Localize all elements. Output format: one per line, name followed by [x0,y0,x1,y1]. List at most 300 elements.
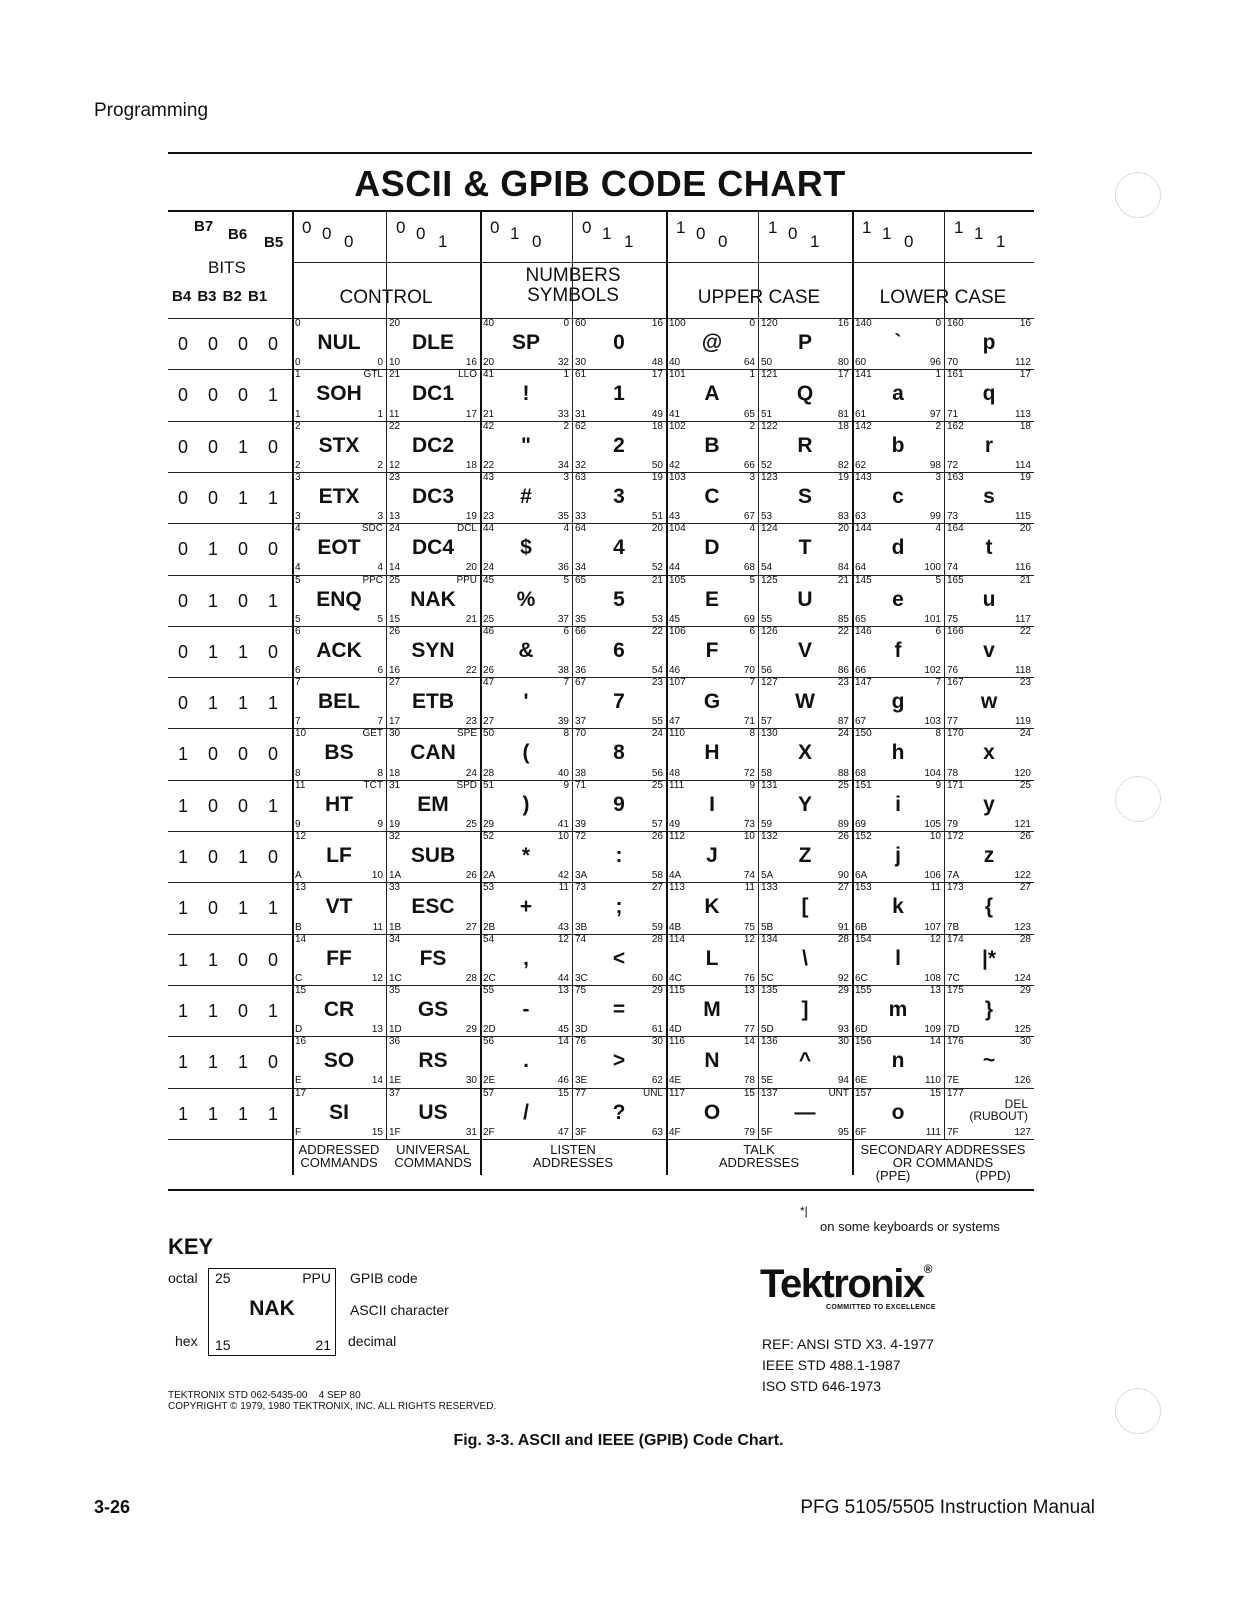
ascii-char: D [704,536,720,560]
column-bit: 1 [510,224,520,243]
code-cell [386,985,480,1036]
gpib-code: 29 [651,984,663,996]
hex-code: 45 [669,613,681,625]
code-cell [386,318,480,369]
octal-code: 50 [483,728,495,740]
row-bit: 0 [177,334,188,354]
row-divider [168,472,1034,473]
column-bit: 0 [302,218,312,237]
row-bit: 0 [267,1052,278,1073]
octal-code: 141 [855,369,872,381]
code-cell [572,934,666,985]
octal-code: 144 [855,523,872,535]
ascii-char: RS [418,1049,448,1073]
hex-code: B [295,921,302,933]
decimal-code: 62 [651,1075,663,1087]
code-cell [666,1036,758,1087]
hex-code: 0 [295,357,301,369]
code-cell [292,780,386,831]
octal-code: 154 [855,933,872,945]
hex-code: 28 [483,767,495,779]
row-bit: 1 [207,539,218,560]
code-cell [666,882,758,933]
hex-code: A [295,870,302,882]
row-bit: 0 [237,590,248,611]
code-cell [758,780,852,831]
hex-code: 29 [483,818,495,830]
ascii-char: NAK [410,587,456,611]
decimal-code: 59 [651,921,663,933]
column-bit: 0 [788,224,798,243]
decimal-code: 94 [837,1075,849,1087]
decimal-code: 45 [557,1024,569,1036]
gpib-code: 16 [837,318,849,329]
hex-code: 27 [483,716,495,728]
hex-code: 1F [389,1126,401,1138]
gpib-code: 12 [929,933,941,945]
row-bit: 1 [177,1103,188,1124]
decimal-code: 36 [557,562,569,574]
octal-code: 117 [669,1087,685,1099]
code-cell [480,369,572,420]
octal-code: 30 [389,728,401,740]
hex-code: 64 [855,562,867,574]
gpib-code: 28 [837,933,849,945]
gpib-code: 18 [651,420,663,432]
brand-reg: ® [923,1262,931,1276]
ascii-char: Z [798,844,812,867]
decimal-code: 34 [557,459,569,471]
ascii-char: i [895,792,901,816]
row-bit: 0 [267,334,278,354]
code-cell [292,728,386,779]
row-bit: 1 [237,1052,248,1073]
gpib-code: 21 [1019,574,1031,586]
decimal-code: 43 [557,921,569,933]
hex-code: 1A [389,870,402,882]
hex-code: 30 [575,357,587,369]
decimal-code: 11 [372,921,383,933]
row-divider [168,985,1034,986]
code-cell [572,1088,666,1139]
decimal-code: 53 [651,613,663,625]
ascii-char: 9 [613,792,625,816]
section-title: Programming [94,100,209,121]
row-divider [168,575,1034,576]
octal-code: 157 [855,1087,872,1099]
gpib-code: 28 [651,933,663,945]
decimal-code: 76 [743,972,755,984]
column-bit: 1 [810,232,820,251]
code-cell [572,728,666,779]
ascii-char: > [612,1049,626,1073]
octal-code: 156 [855,1036,872,1048]
row-divider [168,1036,1034,1037]
std-line: TEKTRONIX STD 062-5435-00 4 SEP 80 [168,1390,361,1401]
code-cell [292,472,386,523]
gpib-code: 2 [563,420,569,432]
hex-code: 18 [389,767,401,779]
code-cell [572,318,666,369]
ascii-char: SUB [410,844,456,867]
row-bit: 0 [177,641,188,662]
row-divider [168,369,1034,370]
ascii-char: E [704,587,719,611]
hex-code: 6C [855,972,868,984]
code-cell [944,677,1034,728]
row-bit: 1 [267,487,278,508]
row-bit: 1 [267,693,278,714]
octal-code: 6 [295,625,301,637]
ascii-char: ) [522,792,530,816]
code-cell [480,421,572,472]
ascii-char: x [983,741,995,765]
decimal-code: 115 [1015,511,1031,523]
octal-code: 142 [855,420,872,432]
column-bits-header [292,210,386,262]
code-cell [944,626,1034,677]
hex-code: 8 [295,767,301,779]
ascii-char: NUL [317,331,361,354]
hex-code: E [295,1075,302,1087]
hex-code: 3C [575,972,588,984]
row-bit: 1 [267,1000,278,1021]
hex-code: 56 [761,665,773,677]
octal-code: 26 [389,625,401,637]
hex-code: 42 [669,459,681,471]
ascii-char: SO [323,1049,355,1073]
octal-code: 17 [295,1087,307,1099]
gpib-code: 1 [563,369,569,381]
octal-code: 163 [947,471,964,483]
ascii-char: = [612,997,626,1021]
ascii-char: ; [615,895,623,919]
key-sample-hex: 15 [215,1337,231,1353]
ascii-char: , [523,946,529,970]
hex-code: 12 [389,459,401,471]
column-divider [386,210,387,1139]
gpib-code: 0 [935,318,941,329]
ascii-char: M [703,997,721,1021]
gpib-code: SPE [456,728,477,740]
ascii-char: X [797,741,812,765]
octal-code: 54 [483,933,495,945]
gpib-code: 25 [837,779,849,791]
hex-code: 2 [295,459,301,471]
code-cell [852,677,944,728]
row-bit: 1 [177,898,188,919]
copyright-line: COPYRIGHT © 1979, 1980 TEKTRONIX, INC. ALL RIGHTS RESERVED. [168,1401,497,1412]
code-cell [572,523,666,574]
hex-code: 55 [761,613,773,625]
ascii-char: ACK [316,638,362,662]
decimal-code: 105 [924,818,941,830]
gpib-code: 9 [749,779,755,791]
code-cell [292,523,386,574]
decimal-code: 52 [651,562,663,574]
hex-code: 7F [947,1126,959,1138]
ascii-char: ETB [412,690,454,714]
row-divider [168,831,1034,832]
code-cell [944,934,1034,985]
decimal-code: 8 [377,767,383,779]
gpib-code: 14 [929,1036,941,1048]
row-divider [168,523,1034,524]
decimal-code: 32 [557,357,569,369]
decimal-code: 103 [924,716,941,728]
octal-code: 145 [855,574,872,586]
decimal-code: 56 [651,767,663,779]
ascii-char: I [709,792,715,816]
ascii-char: a [892,382,904,406]
row-divider [168,728,1034,729]
ascii-char: G [703,690,721,714]
octal-code: 125 [761,574,778,586]
column-divider [572,210,573,1139]
decimal-code: 64 [743,357,755,369]
row-divider [168,882,1034,883]
decimal-code: 24 [465,767,477,779]
ascii-char: y [983,792,995,816]
hex-code: 59 [761,818,773,830]
code-cell [944,882,1034,933]
hex-code: 6D [855,1024,868,1036]
octal-code: 41 [483,369,495,381]
octal-code: 106 [669,625,686,637]
octal-code: 52 [483,831,495,842]
code-cell [944,575,1034,626]
code-cell [480,985,572,1036]
octal-code: 105 [669,574,686,586]
octal-code: 167 [947,677,964,689]
bits-legend [168,210,290,316]
code-cell [852,728,944,779]
octal-code: 35 [389,984,401,996]
ascii-char: ^ [798,1049,812,1073]
row-bit: 0 [237,795,248,816]
code-cell [944,472,1034,523]
code-cell [480,882,572,933]
decimal-code: 97 [929,408,941,420]
decimal-code: 33 [557,408,569,420]
code-cell [758,985,852,1036]
hex-code: 22 [483,459,495,471]
ascii-char: ( [522,741,530,765]
ascii-char: q [982,382,996,406]
octal-code: 12 [295,831,307,842]
code-cell [480,626,572,677]
code-cell [386,369,480,420]
ascii-char: 8 [613,741,625,765]
octal-code: 166 [947,625,964,637]
code-cell [292,934,386,985]
hex-code: 14 [389,562,401,574]
decimal-code: 23 [465,716,477,728]
hex-code: 50 [761,357,773,369]
decimal-code: 80 [837,357,849,369]
decimal-code: 83 [837,511,849,523]
code-cell [666,575,758,626]
column-bit: 0 [396,218,406,237]
octal-code: 132 [761,831,778,842]
column-bit: 1 [438,232,448,251]
ascii-char: W [795,690,815,714]
octal-code: 60 [575,318,587,329]
row-bit: 1 [207,949,218,970]
row-bit: 0 [207,744,218,765]
gpib-code: 15 [929,1087,941,1099]
key-sample-gpib: PPU [302,1270,331,1286]
decimal-code: 66 [743,459,755,471]
ascii-char: \ [802,946,808,970]
octal-code: 10 [295,728,307,740]
hex-code: 46 [669,665,681,677]
hex-code: 72 [947,459,959,471]
hex-code: 53 [761,511,773,523]
column-bit: 1 [624,232,634,251]
code-cell [480,728,572,779]
code-cell [572,575,666,626]
hex-code: 6B [855,921,868,933]
gpib-code: SDC [361,523,383,535]
gpib-code: 12 [557,933,569,945]
gpib-code: 7 [563,677,569,689]
gpib-code: 30 [651,1036,663,1048]
gpib-code: 24 [1019,728,1031,740]
ascii-char: SOH [316,382,362,406]
row-bit: 1 [267,898,278,919]
code-cell [944,728,1034,779]
ascii-char: [ [801,895,809,919]
row-bit: 0 [207,436,218,457]
ascii-char: u [982,587,996,611]
column-bit: 0 [582,218,592,237]
ascii-char: - [522,997,530,1021]
octal-code: 14 [295,933,307,945]
top-rule [168,152,1032,154]
row-bit: 1 [207,641,218,662]
hex-code: 1C [389,972,402,984]
octal-code: 114 [669,933,685,945]
octal-code: 21 [389,369,401,381]
hex-code: 71 [947,408,959,420]
ref-line: ISO STD 646-1973 [762,1378,882,1394]
row-bit: 0 [207,847,218,867]
octal-code: 133 [761,882,778,894]
gpib-code: 23 [837,677,849,689]
octal-code: 0 [295,318,301,329]
ascii-char: F [705,638,719,662]
decimal-code: 55 [651,716,663,728]
gpib-code: 17 [837,369,849,381]
hex-code: 2C [483,972,496,984]
ref-line: IEEE STD 488.1-1987 [762,1357,901,1373]
ascii-char: ESC [411,895,455,919]
ascii-char: Q [796,382,814,406]
group-header: LOWER CASE [879,287,1007,308]
octal-code: 55 [483,984,495,996]
row-bit: 0 [177,539,188,560]
decimal-code: 106 [924,870,941,882]
hex-code: 3A [575,870,588,882]
row-bit: 0 [237,949,248,970]
hex-code: 6A [855,870,868,882]
hex-code: 1D [389,1024,402,1036]
hex-code: 68 [855,767,867,779]
chart-top-rule [168,210,1034,212]
decimal-code: 101 [924,613,941,625]
gpib-code: 0 [563,318,569,329]
decimal-code: 10 [371,870,383,882]
decimal-code: 119 [1015,716,1031,728]
hex-code: 4 [295,562,301,574]
ascii-char: < [612,946,626,970]
octal-code: 23 [389,471,401,483]
octal-code: 13 [295,882,307,894]
footnote-mark: *| [800,1204,808,1218]
octal-code: 164 [947,523,964,535]
code-cell [758,318,852,369]
hex-code: 79 [947,818,959,830]
ascii-char: |* [981,946,997,970]
bits-label: BITS [208,258,246,277]
decimal-code: 39 [557,716,569,728]
code-cell [944,318,1034,369]
gpib-code: 16 [1019,318,1031,329]
ascii-char: US [418,1100,448,1124]
octal-code: 62 [575,420,587,432]
octal-code: 173 [947,882,964,894]
gpib-code: 6 [563,625,569,637]
brand-name: Tektronix [760,1262,924,1306]
ppd-label: (PPD) [975,1167,1011,1183]
decimal-code: 67 [743,511,755,523]
column-bit: 0 [718,232,728,251]
row-bit: 1 [237,693,248,714]
decimal-code: 46 [557,1075,569,1087]
hex-code: 76 [947,665,959,677]
octal-code: 172 [947,831,964,842]
octal-code: 32 [389,831,401,842]
code-cell [666,626,758,677]
code-cell [758,831,852,882]
hex-code: 32 [575,459,587,471]
hex-code: C [295,972,303,984]
decimal-code: 107 [924,921,941,933]
code-cell [758,421,852,472]
octal-code: 7 [295,677,301,689]
hex-code: 67 [855,716,867,728]
decimal-code: 54 [651,665,663,677]
octal-code: 111 [669,779,685,791]
hex-code: 34 [575,562,587,574]
decimal-code: 70 [743,665,755,677]
row-bit: 0 [207,795,218,816]
row-bit: 1 [177,847,188,867]
hex-code: 3D [575,1024,588,1036]
row-bit: 1 [237,1103,248,1124]
row-bits [168,950,288,971]
gpib-code: 17 [1019,369,1031,381]
gpib-code: 26 [651,831,663,842]
decimal-code: 104 [924,767,941,779]
decimal-code: 75 [743,921,755,933]
hex-code: 5D [761,1024,774,1036]
row-bit: 1 [207,590,218,611]
hex-code: 5C [761,972,774,984]
ascii-char: z [983,844,995,867]
code-cell [292,882,386,933]
